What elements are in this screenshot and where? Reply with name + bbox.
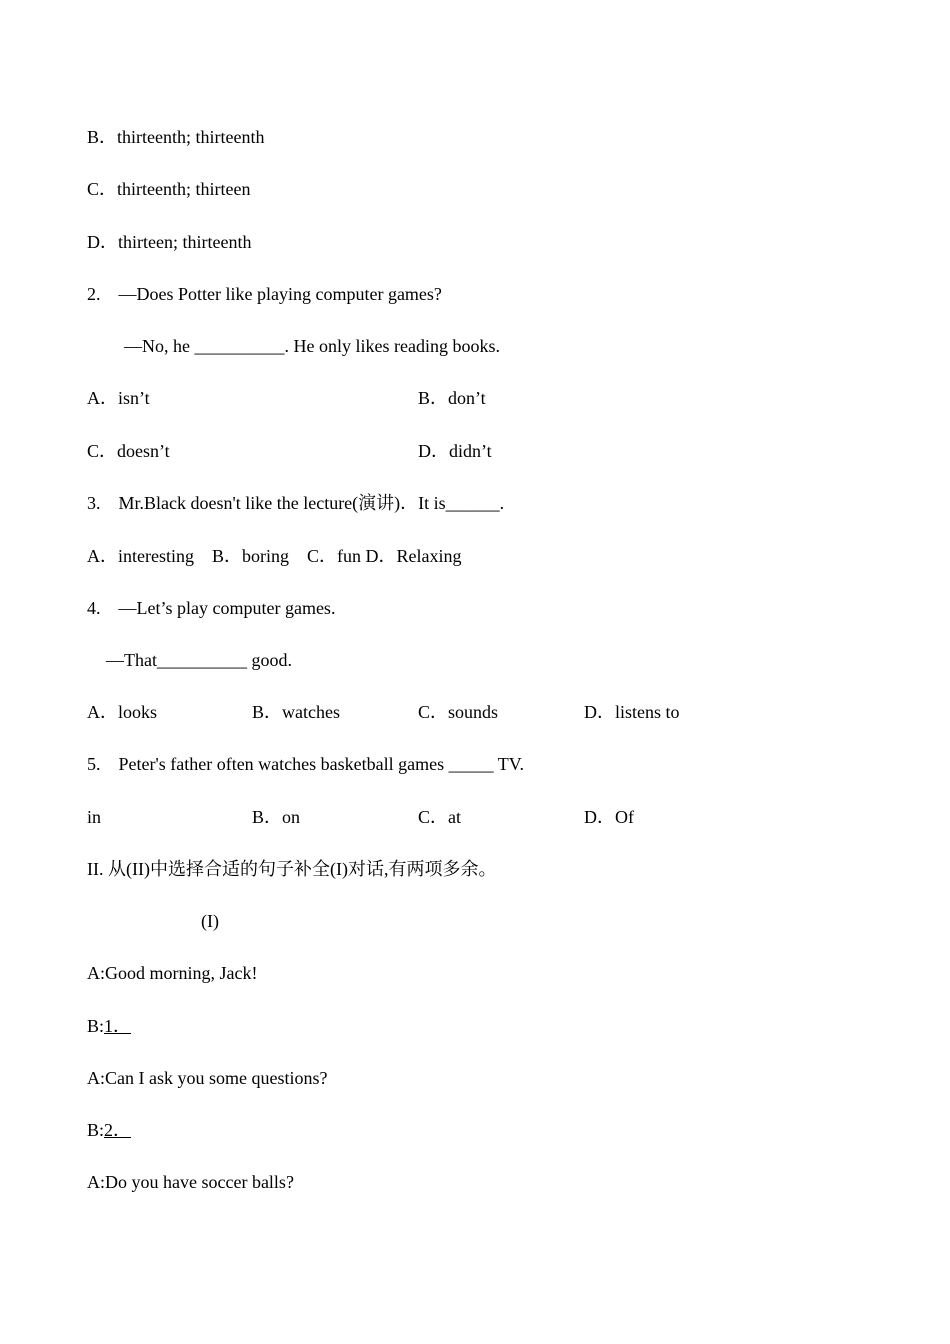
q1-option-b: B．thirteenth; thirteenth — [87, 127, 265, 147]
q1-option-d: D．thirteen; thirteenth — [87, 232, 252, 252]
q2-option-d: D．didn’t — [418, 441, 492, 461]
q5-option-c: C．at — [418, 807, 461, 827]
q4-option-d: D．listens to — [584, 702, 680, 722]
q4-option-b: B．watches — [252, 702, 340, 722]
dialogue-line-a2: A:Can I ask you some questions? — [87, 1068, 328, 1088]
dialogue-line-a3: A:Do you have soccer balls? — [87, 1172, 294, 1192]
q4-reply: —That__________ good. — [106, 650, 292, 670]
section-2-heading: II. 从(II)中选择合适的句子补全(I)对话,有两项多余。 — [87, 859, 497, 879]
q4-option-a: A．looks — [87, 702, 158, 722]
q2-option-b: B．don’t — [418, 388, 486, 408]
q2-option-a: A．isn’t — [87, 388, 150, 408]
q5-option-b: B．on — [252, 807, 301, 827]
q5-stem: 5. Peter's father often watches basketball games _____ TV. — [87, 754, 524, 774]
q3-stem: 3. Mr.Black doesn't like the lecture(演讲)．It is______. — [87, 493, 505, 513]
answer-blank-1: 1． — [104, 1016, 132, 1036]
q4-option-c: C．sounds — [418, 702, 499, 722]
q5-option-d: D．Of — [584, 807, 634, 827]
dialogue-line-b2 — [87, 1119, 131, 1141]
answer-blank-2: 2． — [104, 1120, 132, 1140]
dialogue-speaker-b1: B: — [87, 1016, 105, 1036]
dialogue-line-a1: A:Good morning, Jack! — [87, 963, 258, 983]
q2-option-c: C．doesn’t — [87, 441, 170, 461]
dialogue-speaker-b2: B: — [87, 1120, 105, 1140]
section-2-part-label: (I) — [201, 911, 219, 931]
dialogue-line-b1 — [87, 1015, 131, 1037]
q1-option-c: C．thirteenth; thirteen — [87, 179, 251, 199]
q3-options: A．interesting B．boring C．fun D．Relaxing — [87, 546, 462, 566]
q2-reply: —No, he __________. He only likes reading books. — [124, 336, 500, 356]
q2-stem: 2. —Does Potter like playing computer games? — [87, 284, 442, 304]
q5-option-a: in — [87, 807, 102, 827]
q4-stem: 4. —Let’s play computer games. — [87, 598, 336, 618]
